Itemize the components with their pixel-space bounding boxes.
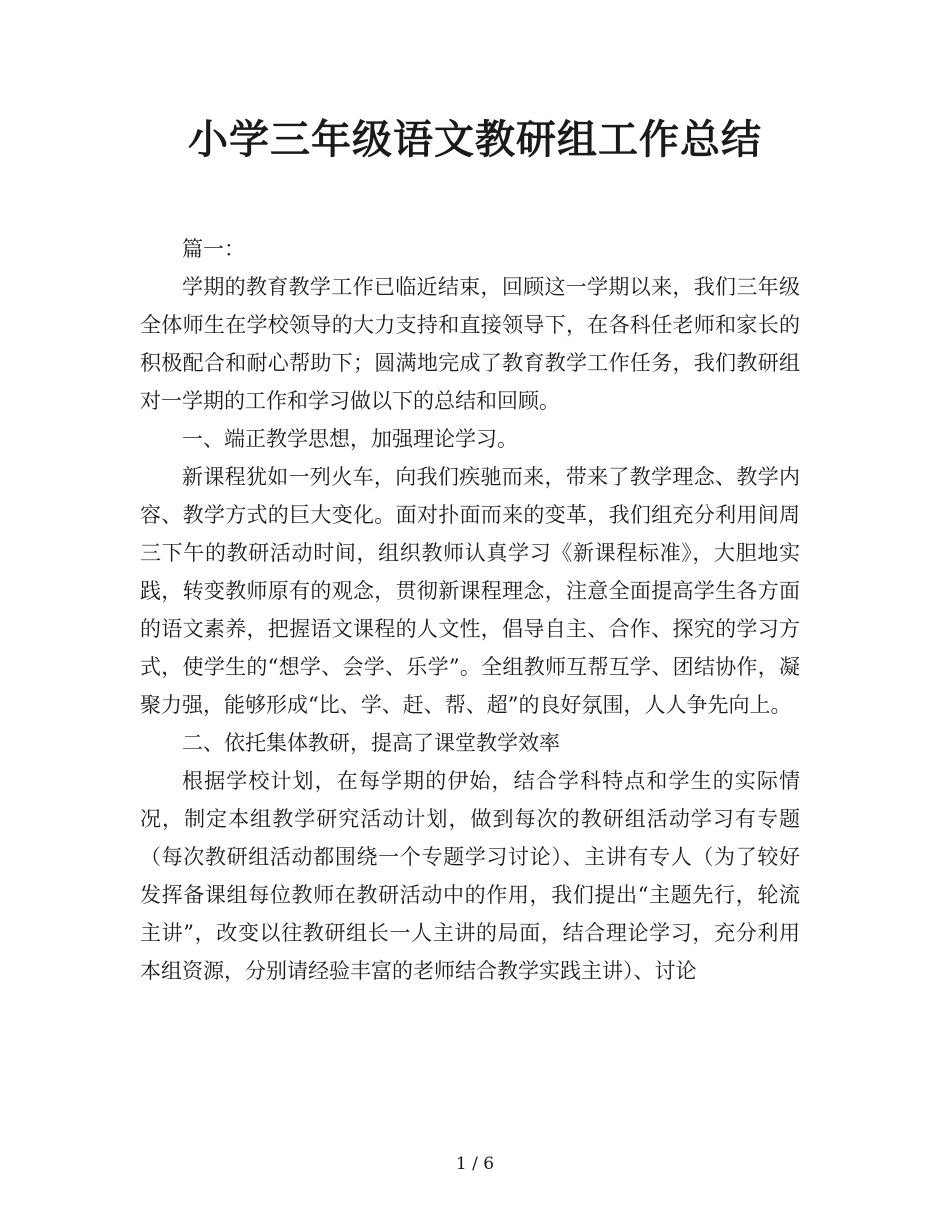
paragraph-intro: 学期的教育教学工作已临近结束，回顾这一学期以来，我们三年级全体师生在学校领导的大力支持和直接领导下，在各科任老师和家长的积极配合和耐心帮助下；圆满地完成了教育教学工作任务，我们教研组对一学期的工作和学习做以下的总结和回顾。 bbox=[140, 275, 800, 413]
paragraph-section-2: 根据学校计划，在每学期的伊始，结合学科特点和学生的实际情况，制定本组教学研究活动计划，做到每次的教研组活动学习有专题（每次教研组活动都围绕一个专题学习讨论）、主讲有专人（为了较好发挥备课组每位教师在教研活动中的作用，我们提出“主题先行，轮流主讲”，改变以往教研组长一人主讲的局面，结合理论学习，充分利用本组资源，分别请经验丰富的老师结合教学实践主讲）、讨论 bbox=[140, 769, 800, 983]
document-body bbox=[140, 230, 800, 990]
section-label: 篇一： bbox=[182, 237, 245, 261]
heading-section-1: 一、端正教学思想，加强理论学习。 bbox=[182, 427, 518, 451]
document-title: 小学三年级语文教研组工作总结 bbox=[188, 116, 762, 163]
paragraph-section-1: 新课程犹如一列火车，向我们疾驰而来，带来了教学理念、教学内容、教学方式的巨大变化。面对扑面而来的变革，我们组充分利用间周三下午的教研活动时间，组织教师认真学习《新课程标准》，大胆地实践，转变教师原有的观念，贯彻新课程理念，注意全面提高学生各方面的语文素养，把握语文课程的人文性，倡导自主、合作、探究的学习方式，使学生的“想学、会学、乐学”。全组教师互帮互学、团结协作，凝聚力强，能够形成“比、学、赶、帮、超”的良好氛围，人人争先向上。 bbox=[140, 465, 800, 717]
page-number: 1 / 6 bbox=[455, 1154, 495, 1174]
heading-section-2: 二、依托集体教研，提高了课堂教学效率 bbox=[182, 731, 560, 755]
